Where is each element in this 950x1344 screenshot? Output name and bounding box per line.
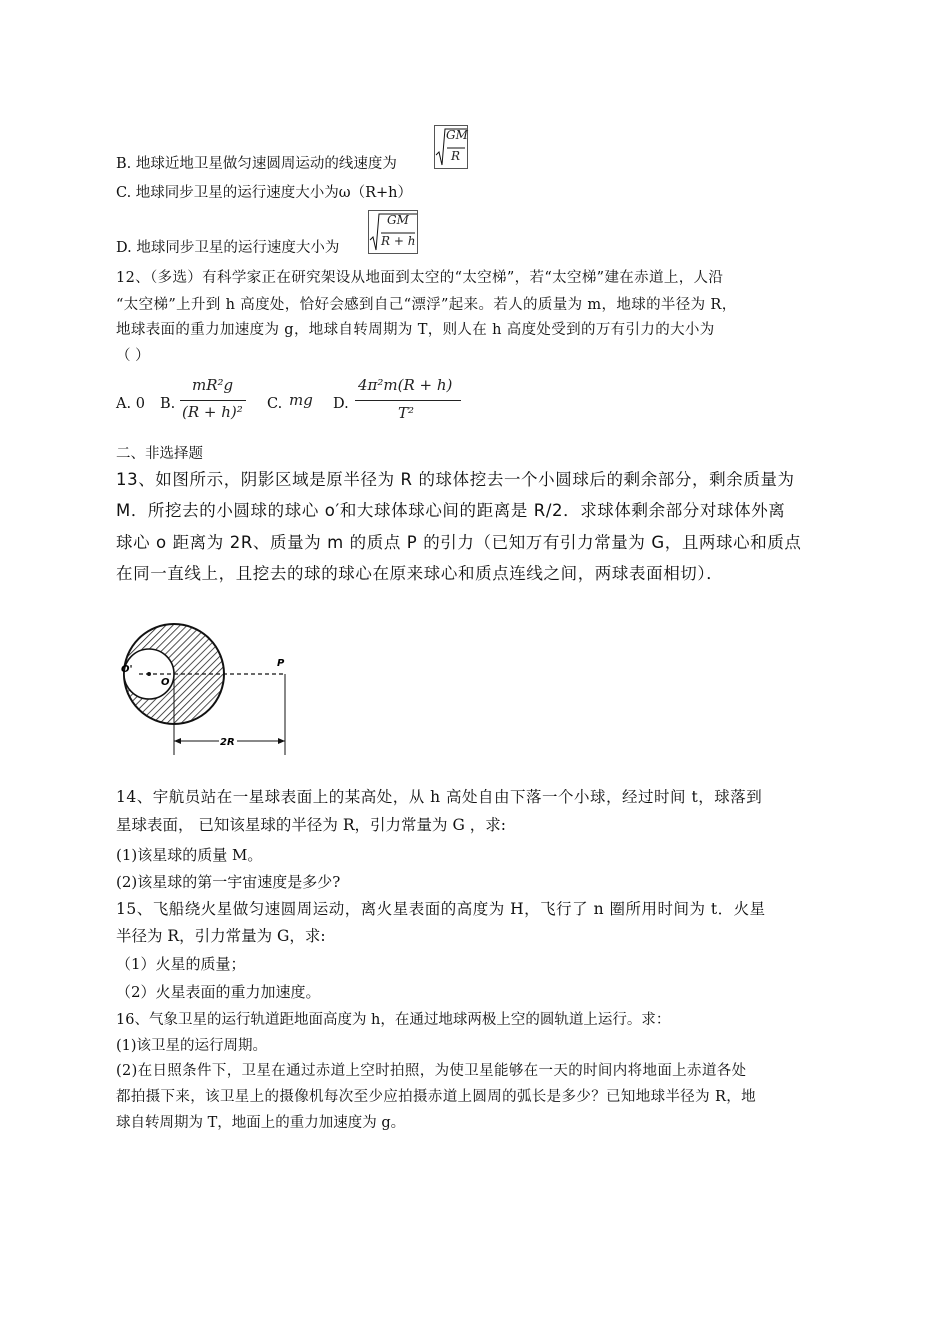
fig-label-o-prime: O'	[121, 664, 133, 675]
q13-line2: M．所挖去的小圆球的球心 o′和大球体球心间的距离是 R/2．求球体剩余部分对球体外离	[116, 501, 786, 520]
option-b-formula	[434, 125, 468, 169]
section-heading: 二、非选择题	[116, 446, 203, 462]
q12-line4: （ ）	[116, 348, 150, 364]
q12-option-d-label: D.	[333, 396, 349, 412]
q12-option-b-bar	[180, 400, 246, 401]
q14-sub1: (1)该星球的质量 M。	[116, 846, 263, 864]
q15-line1: 15、飞船绕火星做匀速圆周运动，离火星表面的高度为 H，飞行了 n 圈所用时间为 t．火星	[116, 900, 766, 918]
q12-line3: 地球表面的重力加速度为 g，地球自转周期为 T，则人在 h 高度处受到的万有引力的大小为	[116, 322, 715, 338]
q12-option-d-den: T²	[398, 404, 415, 422]
q16-sub2-line2: 都拍摄下来，该卫星上的摄像机每次至少应拍摄赤道上圆周的弧长是多少？已知地球半径为 R，地	[116, 1089, 756, 1105]
q16-line1: 16、气象卫星的运行轨道距地面高度为 h，在通过地球两极上空的圆轨道上运行。求：	[116, 1012, 671, 1028]
fig-label-o: O	[161, 677, 170, 688]
q13-figure	[117, 610, 292, 760]
q13-line3: 球心 o 距离为 2R、质量为 m 的质点 P 的引力（已知万有引力常量为 G，且两球心和质点	[116, 533, 802, 552]
q12-option-b-num: mR²g	[192, 376, 234, 394]
q12-option-b-label: B.	[160, 396, 176, 412]
q12-line2: “太空梯”上升到 h 高度处，恰好会感到自己“漂浮”起来。若人的质量为 m，地球的半径为 R，	[116, 297, 737, 313]
formula-b-den: R	[451, 149, 461, 163]
option-d-text: D. 地球同步卫星的运行速度大小为	[116, 240, 340, 256]
q13-line1: 13、如图所示，阴影区域是原半径为 R 的球体挖去一个小圆球后的剩余部分，剩余质量为	[116, 470, 795, 489]
q16-sub1: (1)该卫星的运行周期。	[116, 1038, 268, 1054]
q12-option-c-val: mg	[289, 391, 313, 409]
fig-label-p: P	[277, 658, 285, 669]
q12-line1: 12、（多选）有科学家正在研究架设从地面到太空的“太空梯”，若“太空梯”建在赤道上，人沿	[116, 270, 724, 286]
q15-sub2: （2）火星表面的重力加速度。	[116, 983, 321, 1001]
q13-line4: 在同一直线上，且挖去的球的球心在原来球心和质点连线之间，两球表面相切）．	[116, 564, 724, 583]
fig-label-2r: 2R	[220, 737, 235, 748]
formula-b-num: GM	[446, 128, 468, 142]
q14-sub2: (2)该星球的第一宇宙速度是多少?	[116, 873, 341, 891]
q16-sub2-line1: (2)在日照条件下，卫星在通过赤道上空时拍照，为使卫星能够在一天的时间内将地面上赤道各处	[116, 1063, 747, 1079]
q12-option-c-label: C.	[267, 396, 283, 412]
o-prime-dot	[147, 672, 151, 676]
formula-d-num: GM	[387, 213, 409, 227]
q12-option-d-num: 4π²m(R + h)	[358, 376, 453, 394]
q14-line2: 星球表面， 已知该星球的半径为 R，引力常量为 G ，求:	[116, 816, 506, 834]
q12-option-b-den: (R + h)²	[182, 403, 243, 421]
q12-option-d-bar	[355, 400, 461, 401]
q14-line1: 14、宇航员站在一星球表面上的某高处，从 h 高处自由下落一个小球，经过时间 t，球落到	[116, 788, 763, 806]
q15-line2: 半径为 R，引力常量为 G，求:	[116, 927, 326, 945]
q12-option-a: A. 0	[116, 396, 145, 412]
arrow-right	[278, 738, 285, 744]
option-d-formula	[368, 210, 418, 254]
q15-sub1: （1）火星的质量；	[116, 955, 246, 973]
formula-d-den: R + h	[381, 234, 416, 248]
q16-sub2-line3: 球自转周期为 T，地面上的重力加速度为 g。	[116, 1115, 406, 1131]
option-b-text: B. 地球近地卫星做匀速圆周运动的线速度为	[116, 156, 397, 172]
option-c-text: C. 地球同步卫星的运行速度大小为ω（R+h）	[116, 185, 413, 201]
arrow-left	[174, 738, 181, 744]
